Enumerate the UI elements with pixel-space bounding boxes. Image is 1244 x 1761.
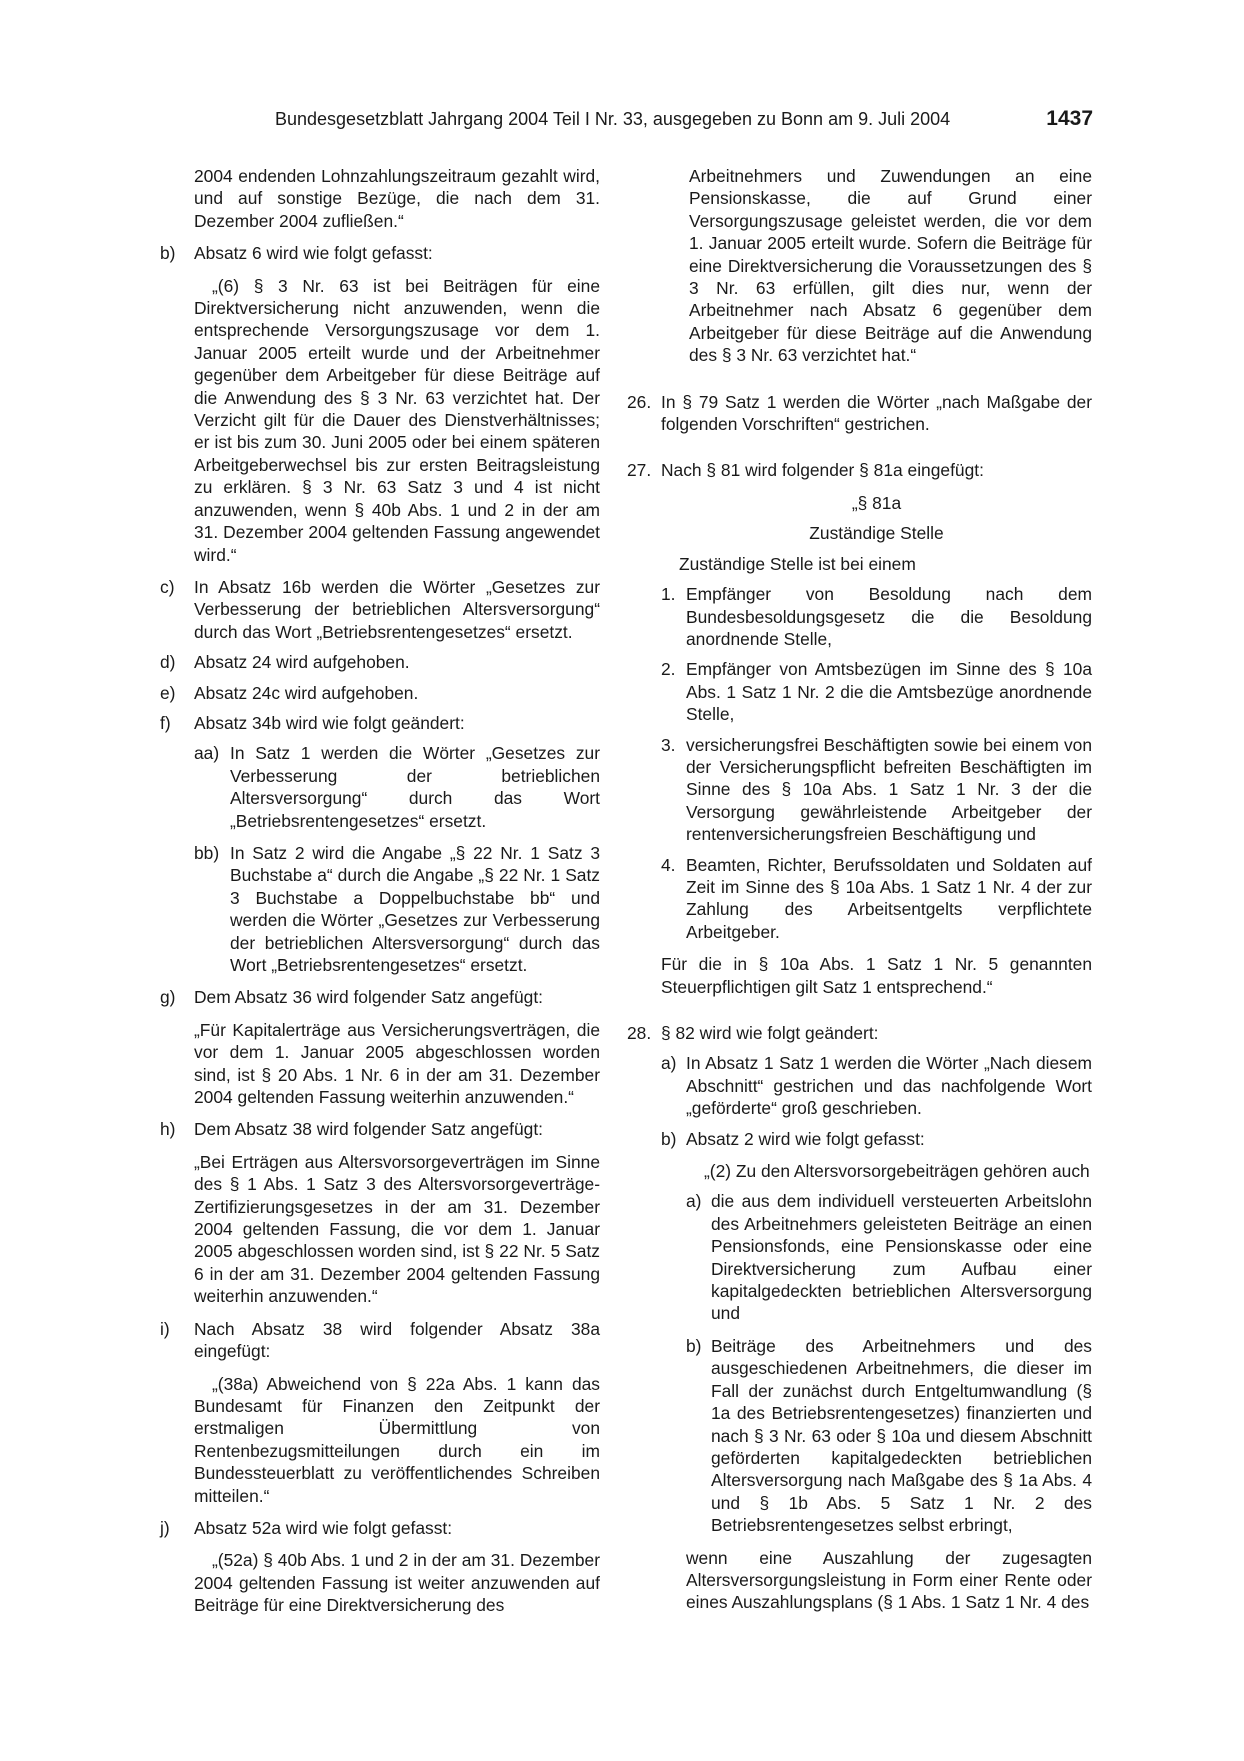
page-header: [275, 109, 1093, 135]
item-text: In § 79 Satz 1 werden die Wörter „nach Maßgabe der folgenden Vorschriften“ gestrichen.: [661, 391, 1092, 435]
list-item-1: [661, 583, 1092, 650]
subitem-a: [661, 1052, 1092, 1119]
continued-text: 2004 endenden Lohnzahlungszeitraum gezahlt wird, und auf sonstige Bezüge, die nach dem 31. Dezember 2004 zufließen.“: [194, 166, 600, 231]
quoted-provision: „(2) Zu den Altersvorsorgebeiträgen gehören auch: [704, 1161, 1090, 1182]
section-heading: Zuständige Stelle: [809, 523, 944, 544]
quoted-provision: „(52a) § 40b Abs. 1 und 2 in der am 31. Dezember 2004 geltenden Fassung ist weiter anzuwenden auf Beiträge für eine Direktversicherung des: [194, 1550, 600, 1616]
list-text: versicherungsfrei Beschäftigten sowie bei einem von der Versicherungspflicht befreiten Beschäftigten im Sinne des § 10a Abs. 1 Satz 1 Nr. 3 der die Versorgung gewährleistende Arbeitgeber der rentenversicherungsfreien Beschäftigung und: [686, 734, 1092, 845]
item-text: Absatz 24c wird aufgehoben.: [194, 682, 419, 703]
item-label: c): [160, 576, 175, 597]
item-text: Dem Absatz 38 wird folgender Satz angefügt:: [194, 1119, 543, 1140]
subitem-label: b): [661, 1128, 677, 1149]
list-item-2: [661, 658, 1092, 725]
item-label: g): [160, 987, 176, 1008]
subitem-text: In Absatz 1 Satz 1 werden die Wörter „Nach diesem Abschnitt“ gestrichen und das nachfolgende Wort „geförderte“ groß geschrieben.: [686, 1053, 1092, 1119]
nested-label: b): [686, 1335, 702, 1356]
list-number: 3.: [661, 734, 676, 755]
nested-text: Beiträge des Arbeitnehmers und des ausgeschiedenen Arbeitnehmers, die dieser im Fall der zunächst durch Entgeltumwandlung (§ 1a des Betriebsrentengesetzes) finanzierten und nach § 3 Nr. 63 oder § 10a und diesem Abschnitt geförderten kapitalgedeckten betrieblichen Altersversorgung nach Maßgabe des § 1a Abs. 4 und § 1b Abs. 5 Satz 1 Nr. 2 des Betriebsrentengesetzes selbst erbringt,: [711, 1335, 1092, 1536]
left-column: [160, 165, 600, 1617]
nested-item-a: [686, 1190, 1092, 1324]
subitem-text: Absatz 2 wird wie folgt gefasst:: [686, 1128, 925, 1149]
nested-text: die aus dem individuell versteuerten Arbeitslohn des Arbeitnehmers geleisteten Beiträge an einen Pensionsfonds, eine Pensionskasse oder eine Direktversicherung zum Aufbau einer kapitalgedeckten betrieblichen Altersversorgung und: [711, 1191, 1092, 1324]
page-number: 1437: [1046, 107, 1093, 130]
item-e: [160, 682, 600, 704]
subitem-b: [661, 1128, 1092, 1614]
item-label: b): [160, 243, 176, 264]
subitem-text: In Satz 2 wird die Angabe „§ 22 Nr. 1 Satz 3 Buchstabe a“ durch die Angabe „§ 22 Nr. 1 Satz 3 Buchstabe a Doppelbuchstabe bb“ und werden die Wörter „Gesetzes zur Verbesserung der betrieblichen Altersversorgung“ durch das Wort „Betriebsrentengesetzes“ ersetzt.: [230, 842, 600, 975]
list-item-3: [661, 734, 1092, 846]
list-number: 2.: [661, 659, 676, 680]
item-i: [160, 1318, 600, 1507]
item-text: Dem Absatz 36 wird folgender Satz angefügt:: [194, 987, 543, 1008]
item-b: [160, 242, 600, 566]
list-text: Beamten, Richter, Berufssoldaten und Soldaten auf Zeit im Sinne des § 10a Abs. 1 Satz 1 Nr. 4 der zur Zahlung des Arbeitsentgelts verpflichtete Arbeitgeber.: [686, 854, 1092, 942]
quoted-provision: „(38a) Abweichend von § 22a Abs. 1 kann das Bundesamt für Finanzen den Zeitpunkt der erstmaligen Übermittlung von Rentenbezugsmitteilungen durch ein im Bundessteuerblatt zu veröffentlichendes Schreiben mitteilen.“: [194, 1373, 600, 1506]
provision-tail: wenn eine Auszahlung der zugesagten Altersversorgungsleistung in Form einer Rente oder eines Auszahlungsplans (§ 1 Abs. 1 Satz 1 Nr. 4 des: [686, 1547, 1092, 1613]
quoted-provision: „Für Kapitalerträge aus Versicherungsverträgen, die vor dem 1. Januar 2005 abgeschlossen worden sind, ist § 20 Abs. 1 Nr. 6 in der am 31. Dezember 2004 geltenden Fassung weiterhin anzuwenden.“: [194, 1019, 600, 1108]
quoted-provision: „Bei Erträgen aus Altersvorsorgeverträgen im Sinne des § 1 Abs. 1 Satz 3 des Altersvorsorgeverträge-Zertifizierungsgesetzes in der am 31. Dezember 2004 geltenden Fassung, die vor dem 1. Januar 2005 abgeschlossen worden sind, ist § 22 Nr. 5 Satz 6 in der am 31. Dezember 2004 geltenden Fassung weiterhin anzuwenden.“: [194, 1151, 600, 1307]
quoted-provision: „(6) § 3 Nr. 63 ist bei Beiträgen für eine Direktversicherung nicht anzuwenden, wenn die entsprechende Versorgungszusage vor dem 1. Januar 2005 erteilt wurde und der Arbeitnehmer gegenüber dem Arbeitgeber für diese Beiträge auf die Anwendung des § 3 Nr. 63 verzichtet hat. Der Verzicht gilt für die Dauer des Dienstverhältnisses; er ist bis zum 30. Juni 2005 oder bei einem späteren Arbeitgeberwechsel bis zur ersten Beitragsleistung zu erklären. § 3 Nr. 63 Satz 3 und 4 ist nicht anzuwenden, wenn § 40b Abs. 1 und 2 in der am 31. Dezember 2004 geltenden Fassung angewendet wird.“: [194, 275, 600, 565]
item-f: [160, 712, 600, 976]
item-number: 27.: [627, 460, 652, 481]
subitem-label: a): [661, 1053, 677, 1074]
subitem-label: bb): [194, 842, 220, 863]
item-label: e): [160, 682, 176, 703]
nested-label: a): [686, 1191, 702, 1212]
list-text: Empfänger von Besoldung nach dem Bundesbesoldungsgesetz die die Besoldung anordnende Stelle,: [686, 584, 1092, 649]
subitem-bb: [194, 842, 600, 976]
section-intro: Zuständige Stelle ist bei einem: [679, 553, 916, 574]
item-label: f): [160, 712, 171, 733]
subitem-text: In Satz 1 werden die Wörter „Gesetzes zur Verbesserung der betrieblichen Altersversorgung“ durch das Wort „Betriebsrentengesetzes“ ersetzt.: [230, 743, 600, 831]
subitem-label: aa): [194, 743, 220, 764]
item-c: [160, 576, 600, 643]
subitem-aa: [194, 742, 600, 832]
item-28: [627, 1022, 1092, 1614]
right-column: [627, 165, 1092, 1614]
item-j: [160, 1517, 600, 1617]
item-text: In Absatz 16b werden die Wörter „Gesetzes zur Verbesserung der betrieblichen Altersversorgung“ durch das Wort „Betriebsrentengesetzes“ ersetzt.: [194, 576, 600, 642]
item-number: 26.: [627, 391, 652, 412]
continued-text: Arbeitnehmers und Zuwendungen an eine Pensionskasse, die auf Grund einer Versorgungszusage geleistet werden, die vor dem 1. Januar 2005 erteilt wurde. Sofern die Beiträge für eine Direktversicherung die Voraussetzungen des § 3 Nr. 63 erfüllen, gilt dies nur, wenn der Arbeitnehmer nach Absatz 6 gegenüber dem Arbeitgeber für diese Beiträge auf die Anwendung des § 3 Nr. 63 verzichtet hat.“: [689, 166, 1092, 366]
item-text: Absatz 6 wird wie folgt gefasst:: [194, 243, 433, 264]
item-number: 28.: [627, 1023, 652, 1043]
item-label: j): [160, 1517, 170, 1538]
list-number: 4.: [661, 854, 676, 875]
section-title: „§ 81a: [851, 492, 902, 513]
item-text: Nach § 81 wird folgender § 81a eingefügt:: [661, 460, 984, 481]
list-number: 1.: [661, 584, 676, 605]
item-26: [627, 391, 1092, 436]
item-text: § 82 wird wie folgt geändert:: [661, 1023, 879, 1043]
item-h: [160, 1118, 600, 1307]
item-text: Nach Absatz 38 wird folgender Absatz 38a eingefügt:: [194, 1318, 600, 1362]
item-text: Absatz 24 wird aufgehoben.: [194, 652, 410, 673]
item-label: i): [160, 1318, 170, 1339]
nested-item-b: [686, 1335, 1092, 1537]
gazette-title: Bundesgesetzblatt Jahrgang 2004 Teil I Nr. 33, ausgegeben zu Bonn am 9. Juli 2004: [275, 109, 951, 129]
item-label: h): [160, 1119, 176, 1140]
list-tail: Für die in § 10a Abs. 1 Satz 1 Nr. 5 genannten Steuerpflichtigen gilt Satz 1 entsprechend.“: [661, 954, 1092, 997]
item-g: [160, 986, 600, 1108]
item-text: Absatz 52a wird wie folgt gefasst:: [194, 1517, 453, 1538]
list-text: Empfänger von Amtsbezügen im Sinne des § 10a Abs. 1 Satz 1 Nr. 2 die die Amtsbezüge anordnende Stelle,: [686, 659, 1092, 725]
list-item-4: [661, 854, 1092, 944]
item-27: [627, 459, 1092, 998]
item-label: d): [160, 652, 176, 673]
item-d: [160, 651, 600, 673]
item-text: Absatz 34b wird wie folgt geändert:: [194, 712, 465, 733]
